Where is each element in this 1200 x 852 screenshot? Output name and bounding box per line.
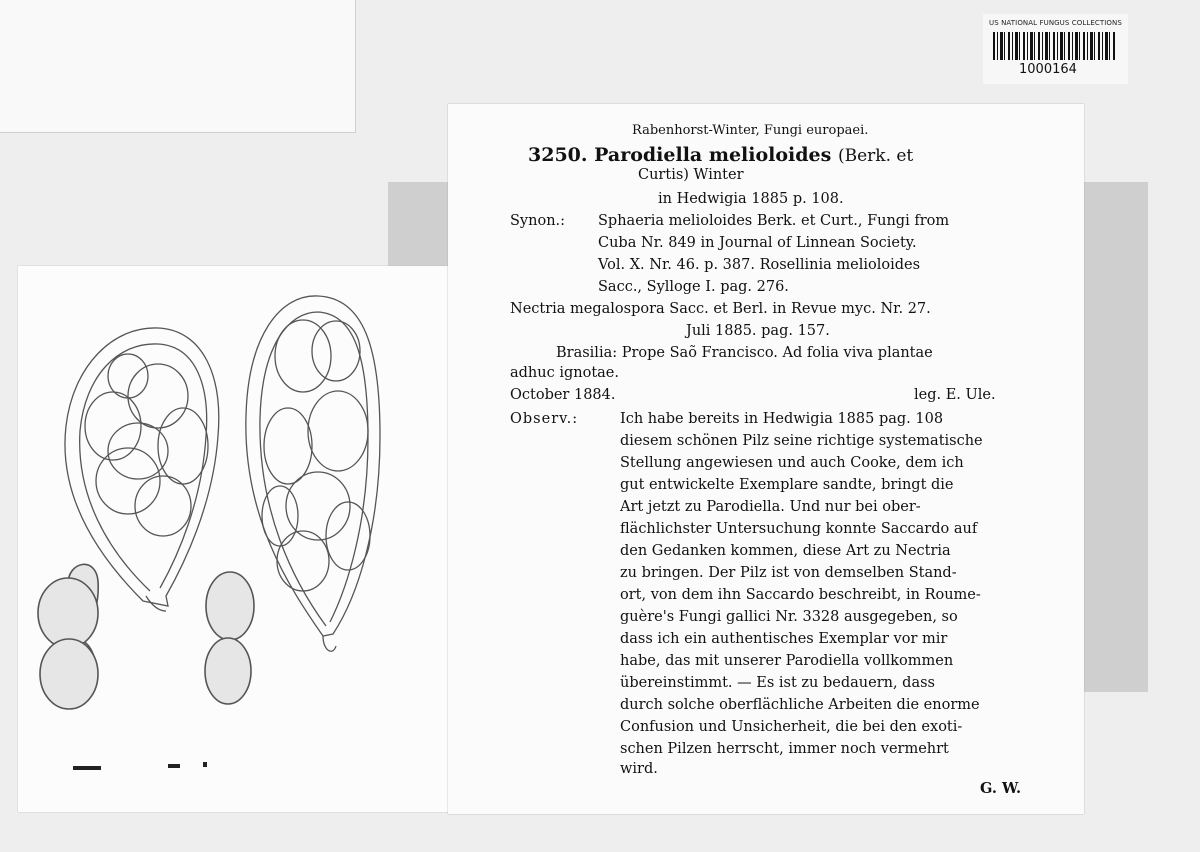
synon-line: Sphaeria melioloides Berk. et Curt., Fungi from bbox=[598, 213, 950, 229]
observ-line: ort, von dem ihn Saccardo beschreibt, in Roume- bbox=[620, 587, 981, 603]
observ-line: den Gedanken kommen, diese Art zu Nectria bbox=[620, 543, 951, 559]
collection-name: US NATIONAL FUNGUS COLLECTIONS bbox=[989, 19, 1122, 27]
synon-label: Synon.: bbox=[510, 213, 566, 229]
observ-line: schen Pilzen herrscht, immer noch vermehrt bbox=[620, 741, 949, 757]
observ-line: habe, das mit unserer Parodiella vollkommen bbox=[620, 653, 954, 669]
accession-number: 1000164 bbox=[1019, 62, 1077, 77]
barcode-icon bbox=[993, 32, 1115, 60]
observ-label: Observ.: bbox=[510, 411, 579, 427]
locality-line: adhuc ignotae. bbox=[510, 365, 619, 381]
citation: in Hedwigia 1885 p. 108. bbox=[658, 191, 844, 207]
species-author-b: Curtis) Winter bbox=[638, 167, 744, 183]
observ-line: Stellung angewiesen und auch Cooke, dem ich bbox=[620, 455, 964, 471]
synon-line: Vol. X. Nr. 46. p. 387. Rosellinia melioloides bbox=[598, 257, 921, 273]
observ-line: durch solche oberflächliche Arbeiten die enorme bbox=[620, 697, 980, 713]
ascus-spore-drawing bbox=[18, 266, 500, 812]
barcode-label bbox=[983, 14, 1128, 84]
nectria-line: Nectria megalospora Sacc. et Berl. in Revue myc. Nr. 27. bbox=[510, 301, 931, 317]
observ-line: guère's Fungi gallici Nr. 3328 ausgegeben, so bbox=[620, 609, 958, 625]
signature: G. W. bbox=[980, 780, 1022, 797]
herbarium-label bbox=[448, 104, 1084, 814]
observ-line: diesem schönen Pilz seine richtige systematische bbox=[620, 433, 983, 449]
observ-line: Art jetzt zu Parodiella. Und nur bei ober- bbox=[620, 499, 921, 515]
observ-line: Confusion und Unsicherheit, die bei den exoti- bbox=[620, 719, 963, 735]
background-paper-sheet bbox=[0, 0, 356, 133]
observ-line: übereinstimmt. — Es ist zu bedauern, dass bbox=[620, 675, 935, 691]
collection-date: October 1884. bbox=[510, 387, 616, 403]
exsiccata-title: Rabenhorst-Winter, Fungi europaei. bbox=[632, 123, 869, 138]
illustration-plate bbox=[18, 266, 500, 812]
observ-line: gut entwickelte Exemplare sandte, bringt die bbox=[620, 477, 954, 493]
species-author-a: (Berk. et bbox=[837, 146, 914, 166]
observ-line: zu bringen. Der Pilz ist von demselben Stand- bbox=[620, 565, 957, 581]
species-name: Parodiella melioloides bbox=[594, 144, 832, 166]
synon-line: Cuba Nr. 849 in Journal of Linnean Society. bbox=[598, 235, 917, 251]
collector: leg. E. Ule. bbox=[914, 387, 996, 403]
species-author-c: Winter bbox=[693, 167, 744, 183]
synon-line: Sacc., Sylloge I. pag. 276. bbox=[598, 279, 789, 295]
observ-line: flächlichster Untersuchung konnte Saccardo auf bbox=[620, 521, 978, 537]
observ-line: wird. bbox=[620, 761, 658, 777]
observ-line: dass ich ein authentisches Exemplar vor mir bbox=[620, 631, 948, 647]
exsiccata-number: 3250. bbox=[528, 144, 588, 166]
locality-line: Brasilia: Prope Saõ Francisco. Ad folia viva plantae bbox=[556, 345, 933, 361]
observ-line: Ich habe bereits in Hedwigia 1885 pag. 108 bbox=[620, 411, 944, 427]
nectria-line: Juli 1885. pag. 157. bbox=[686, 323, 830, 339]
